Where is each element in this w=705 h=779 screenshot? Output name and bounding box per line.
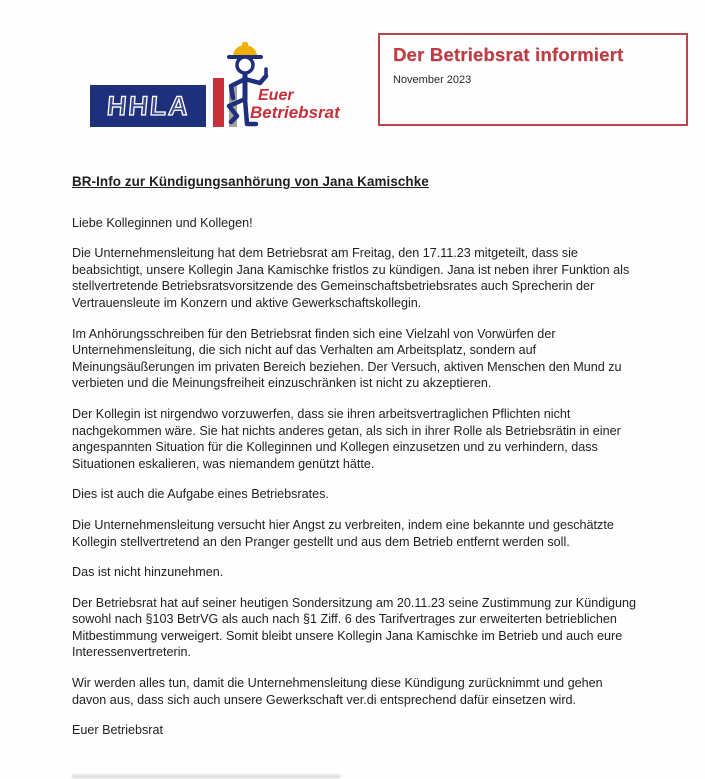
letter-heading: BR-Info zur Kündigungsanhörung von Jana Kamischke	[72, 174, 429, 189]
letter-paragraph: Dies ist auch die Aufgabe eines Betriebsrates.	[72, 487, 329, 502]
info-box-title: Der Betriebsrat informiert	[393, 44, 624, 65]
info-box	[378, 33, 688, 126]
letter-paragraph: Die Unternehmensleitung versucht hier Angst zu verbreiten, indem eine bekannte und geschätzte Kollegin stellvertretend an den Pranger gestellt und aus dem Betrieb entfernt werden soll.	[72, 517, 614, 549]
info-box-date: November 2023	[393, 74, 472, 86]
letter-paragraph: Wir werden alles tun, damit die Unternehmensleitung diese Kündigung zurücknimmt und gehen davon aus, dass sich auch unsere Gewerkschaft ver.di entsprechend dafür einsetzen wird.	[72, 676, 603, 707]
letter-paragraph: Das ist nicht hinzunehmen.	[72, 565, 224, 580]
hhla-logo-text: HHLA	[105, 90, 191, 121]
letter-signature: Euer Betriebsrat	[72, 723, 163, 738]
letter-paragraph: Im Anhörungsschreiben für den Betriebsrat finden sich eine Vielzahl von Vorwürfen der Unternehmensleitung, die sich nicht auf das Verhalten am Arbeitsplatz, sondern auf Meinungsäußerungen im privaten Bereich beziehen. Der Versuch, aktiven Menschen den Mund zu verbieten und die Meinungsfreiheit einzuschränken ist nicht zu akzeptieren.	[72, 326, 622, 391]
logo-tagline-euer: Euer	[258, 87, 294, 104]
cutoff-text-artifact	[72, 775, 340, 778]
letter-paragraph: Der Betriebsrat hat auf seiner heutigen Sondersitzung am 20.11.23 seine Zustimmung zur Kündigung sowohl nach §103 BetrVG als auch nach §1 Ziff. 6 des Tarifvertrages zur erweiterten betrieblichen Mitbestimmung verweigert. Somit bleibt unsere Kollegin Jana Kamischke im Betrieb und auch eure Interessenvertreterin.	[72, 595, 637, 660]
logo-tagline-betriebsrat: Betriebsrat	[250, 103, 340, 122]
letter-paragraph: Der Kollegin ist nirgendwo vorzuwerfen, dass sie ihren arbeitsvertraglichen Pflichten nicht nachgekommen wäre. Sie hat nichts anderes getan, als sich in ihrer Rolle als Betriebsrätin in einer angespannten Situation für die Kolleginnen und Kollegen einzusetzen und zu verhindern, dass Situationen eskalieren, was niemandem genützt hätte.	[72, 406, 621, 471]
letter-paragraph: Die Unternehmensleitung hat dem Betriebsrat am Freitag, den 17.11.23 mitgeteilt, dass sie beabsichtigt, unsere Kollegin Jana Kamischke fristlos zu kündigen. Jana ist neben ihrer Funktion als stellvertretende Betriebsratsvorsitzende des Gemeinschaftsbetriebsrates auch Sprecherin der Vertrauensleute im Konzern und aktive Gewerkschaftskollegin.	[72, 246, 630, 310]
letter-salutation: Liebe Kolleginnen und Kollegen!	[72, 215, 253, 230]
hhla-logo	[90, 85, 206, 127]
letter-body	[72, 174, 638, 753]
